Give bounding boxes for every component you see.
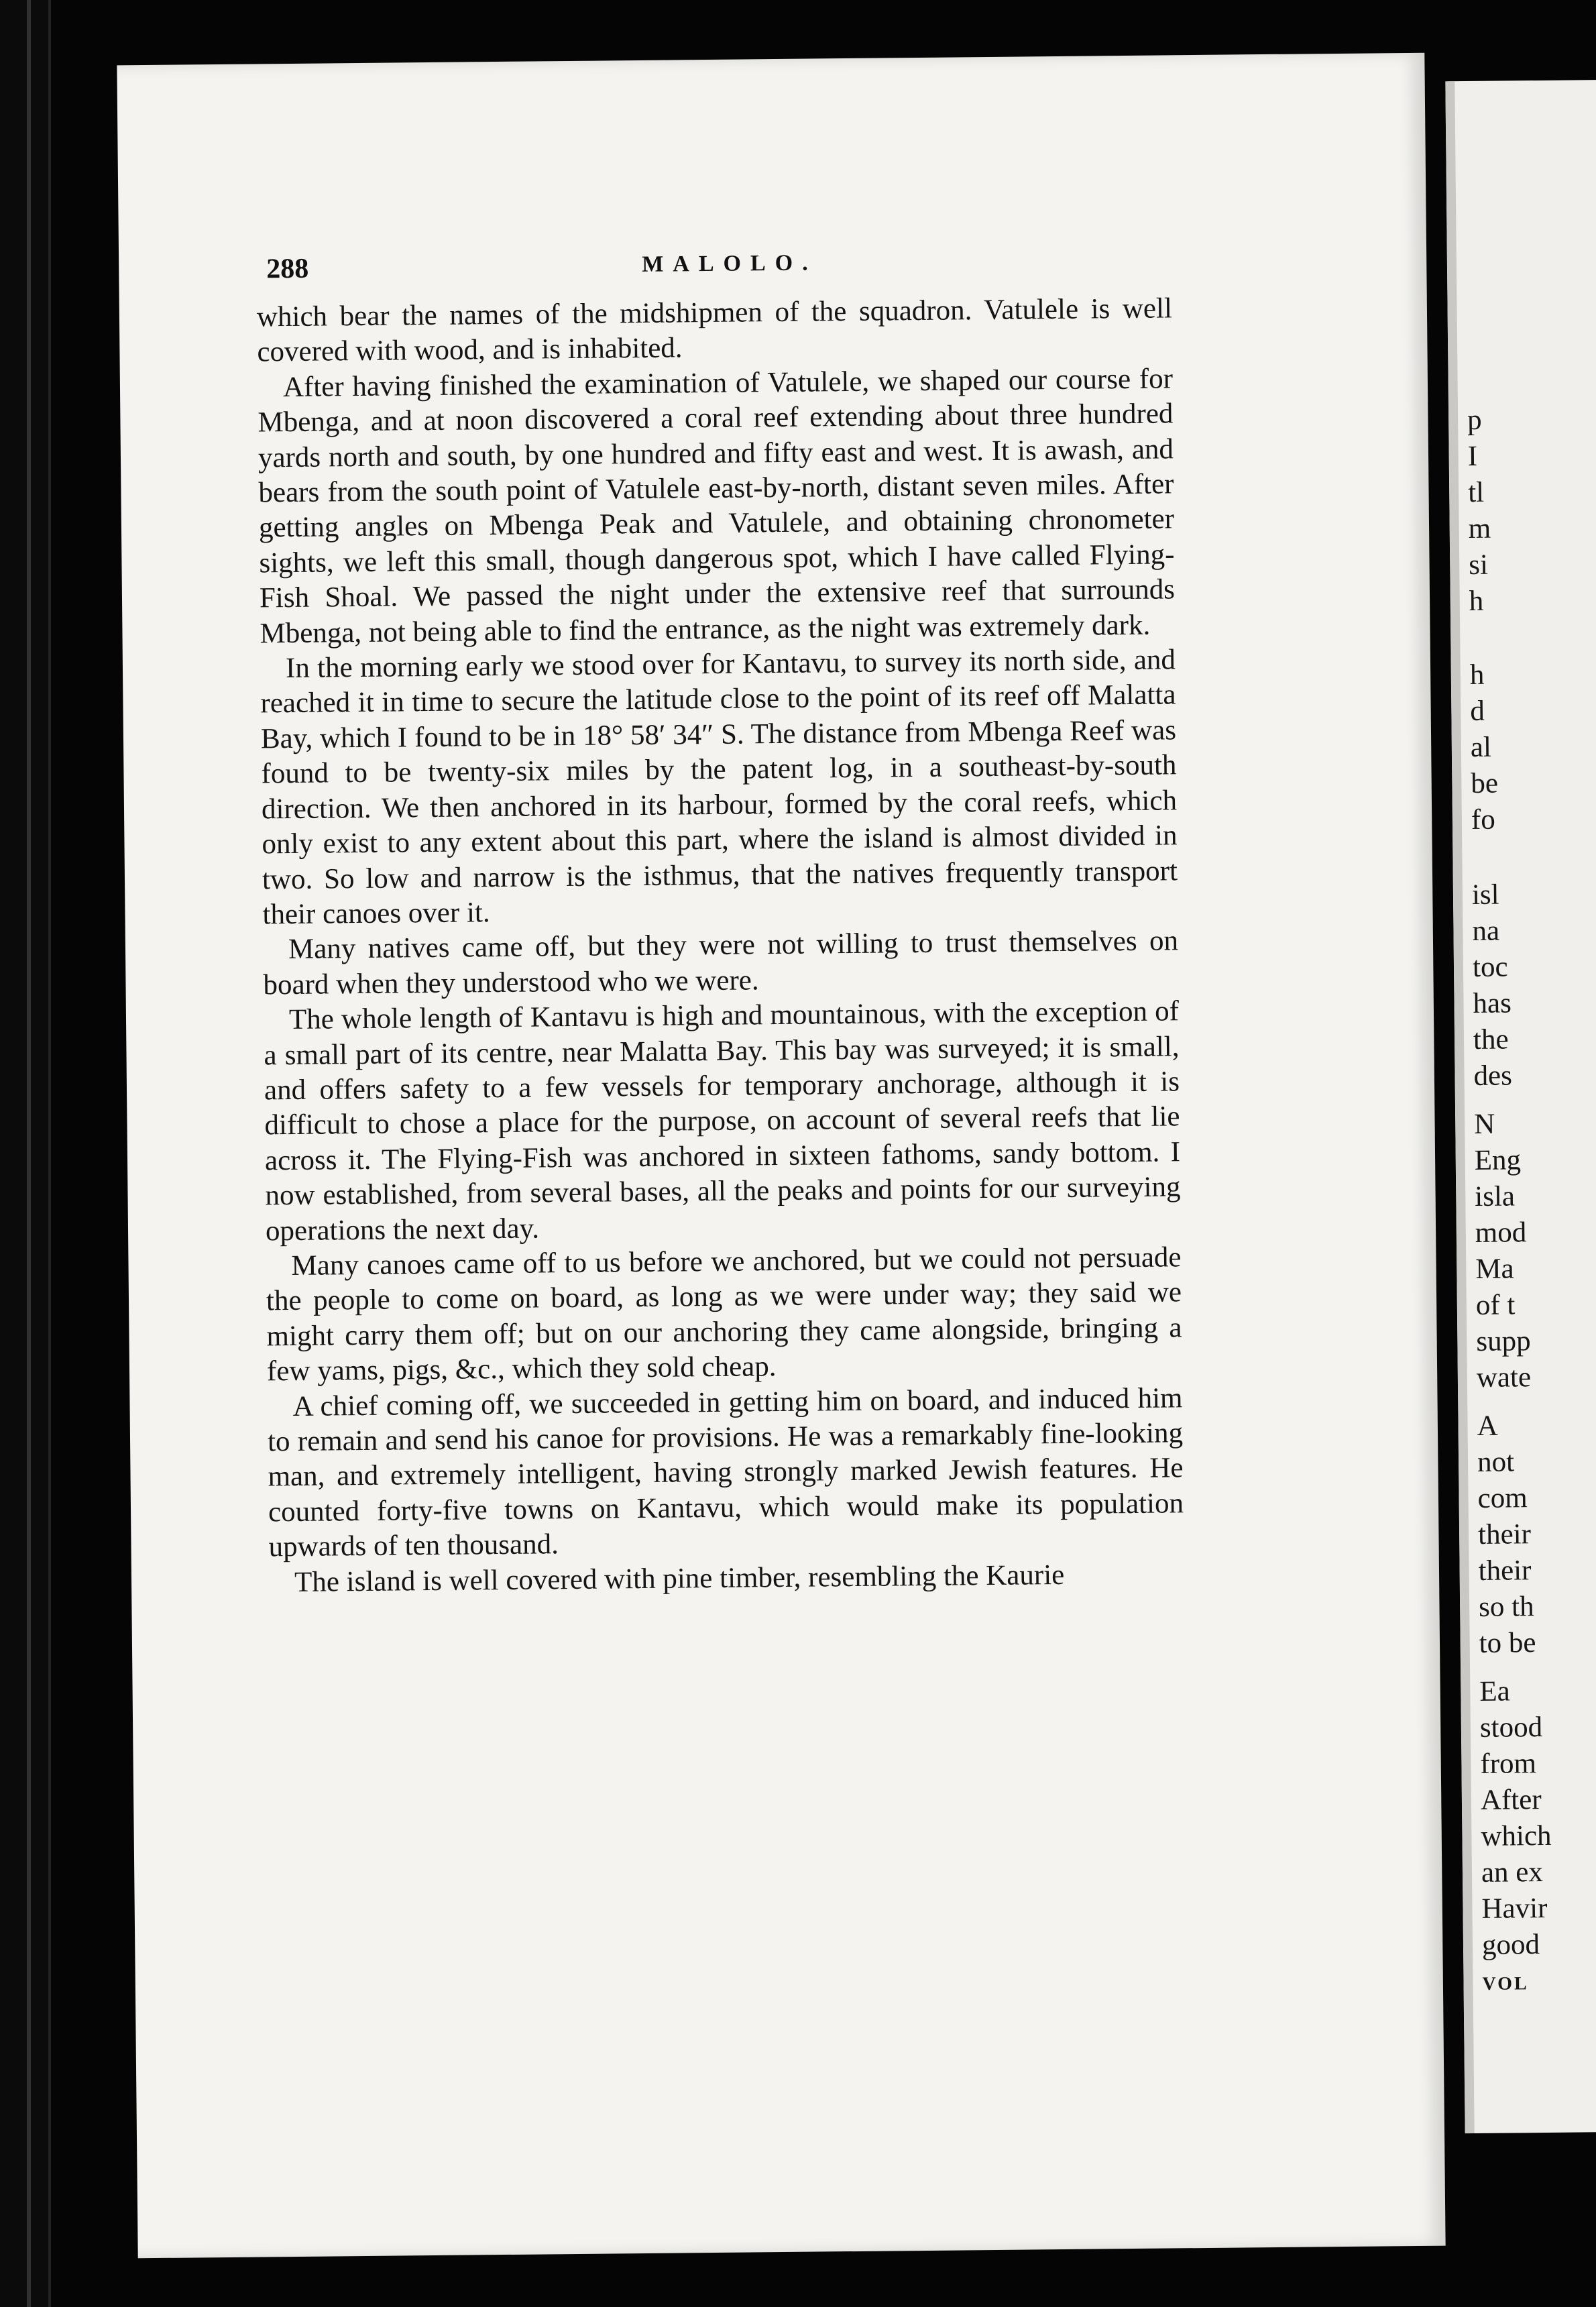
text-fragment: si: [1469, 549, 1489, 581]
text-fragment: A: [1477, 1410, 1498, 1442]
body-text: [257, 291, 1185, 1600]
text-fragment: Ma: [1475, 1253, 1514, 1285]
text-fragment: stood: [1479, 1711, 1543, 1744]
text-fragment: their: [1477, 1518, 1532, 1551]
paragraph: which bear the names of the midshipmen of the squadron. Vatulele is well covered with wood, and is inhabited.: [256, 292, 1173, 368]
text-fragment: Ea: [1479, 1675, 1510, 1707]
paragraph: A chief coming off, we succeeded in getting him on board, and induced him to remain and send his canoe for provisions. He was a remarkably fine-looking man, and extremely intelligent, having strongly marked Jewish features. He counted forty-five towns on Kantavu, which would make its population upwards of ten thousand.: [267, 1382, 1184, 1563]
text-fragment: isl: [1471, 879, 1499, 911]
next-page-fragment: [1445, 80, 1596, 2133]
text-fragment: from: [1480, 1748, 1537, 1780]
text-fragment: toc: [1472, 951, 1508, 983]
text-fragment: so th: [1478, 1591, 1534, 1623]
text-fragment: After: [1480, 1784, 1542, 1816]
text-fragment: which: [1481, 1819, 1552, 1852]
text-fragment: tl: [1467, 476, 1485, 509]
previous-page-edge: [0, 0, 51, 2307]
page-header: [266, 243, 1293, 294]
text-fragment: Havir: [1481, 1892, 1548, 1925]
text-fragment: h: [1469, 585, 1484, 618]
text-fragment: has: [1473, 987, 1512, 1019]
text-fragment: not: [1477, 1446, 1515, 1478]
text-fragment: d: [1470, 695, 1485, 728]
text-fragment: I: [1467, 440, 1478, 473]
text-fragment: isla: [1475, 1180, 1516, 1213]
book-page: [117, 53, 1445, 2259]
text-fragment: an ex: [1481, 1856, 1544, 1889]
text-fragment: h: [1469, 659, 1485, 691]
paragraph: Many canoes came off to us before we anchored, but we could not persuade the people to come on board, as long as we were under way; they said we might carry them off; but on our anchoring they came alongside, bringing a few yams, pigs, &c., which they sold cheap.: [266, 1241, 1182, 1388]
text-fragment: N: [1474, 1108, 1495, 1140]
text-fragment: Eng: [1474, 1144, 1522, 1176]
next-page-text-fragments: [1464, 80, 1596, 1994]
paragraph: Many natives came off, but they were not willing to trust themselves on board when they understood who we were.: [263, 925, 1179, 1001]
text-fragment: supp: [1476, 1325, 1531, 1357]
paragraph: The island is well covered with pine timber, resembling the Kaurie: [294, 1559, 1065, 1598]
paragraph: The whole length of Kantavu is high and mountainous, with the exception of a small part of its centre, near Malatta Bay. This bay was surveyed; it is small, and offers safety to a few vessels for temporary anchorage, although it is difficult to chose a place for the purpose, on account of several reefs that lie across it. The Flying-Fish was anchored in sixteen fathoms, sandy bottom. I now established, from several bases, all the peaks and points for our surveying operations the next day.: [264, 995, 1181, 1247]
text-fragment: of t: [1475, 1289, 1516, 1321]
text-fragment: to be: [1479, 1627, 1536, 1659]
text-fragment: al: [1470, 731, 1492, 764]
text-fragment: fo: [1471, 803, 1495, 836]
text-fragment: wate: [1476, 1361, 1532, 1394]
text-fragment: p: [1467, 404, 1482, 437]
page-number: 288: [266, 253, 309, 285]
running-head: MALOLO.: [642, 250, 817, 277]
text-fragment: des: [1473, 1060, 1513, 1092]
text-fragment: good: [1481, 1929, 1540, 1961]
text-fragment: be: [1471, 767, 1499, 800]
text-fragment: na: [1472, 915, 1500, 947]
text-fragment: com: [1477, 1482, 1528, 1514]
paragraph: In the morning early we stood over for Kantavu, to survey its north side, and reached it in time to secure the latitude close to the point of its reef off Malatta Bay, which I found to be in 18° 58′ 34″ S. The distance from Mbenga Reef was found to be twenty-six miles by the patent log, in a southeast-by-south direction. We then anchored in its harbour, formed by the coral reefs, which only exist to any extent about this part, where the island is almost divided in two. So low and narrow is the isthmus, that the natives frequently transport their canoes over it.: [260, 644, 1178, 931]
text-fragment: mod: [1475, 1217, 1527, 1249]
text-fragment: their: [1478, 1555, 1532, 1587]
text-fragment: m: [1468, 512, 1491, 545]
paragraph: After having finished the examination of Vatulele, we shaped our course for Mbenga, and at noon discovered a coral reef extending about three hundred yards north and south, by one hundred and fifty east and west. It is awash, and bears from the south point of Vatulele east-by-north, distant seven miles. After getting angles on Mbenga Peak and Vatulele, and obtaining chronometer sights, we left this small, though dangerous spot, which I have called Flying-Fish Shoal. We passed the night under the extensive reef that surrounds Mbenga, not being able to find the entrance, as the night was extremely dark.: [258, 363, 1176, 650]
volume-signature: VOL: [1482, 1973, 1529, 1994]
text-fragment: the: [1473, 1023, 1509, 1056]
